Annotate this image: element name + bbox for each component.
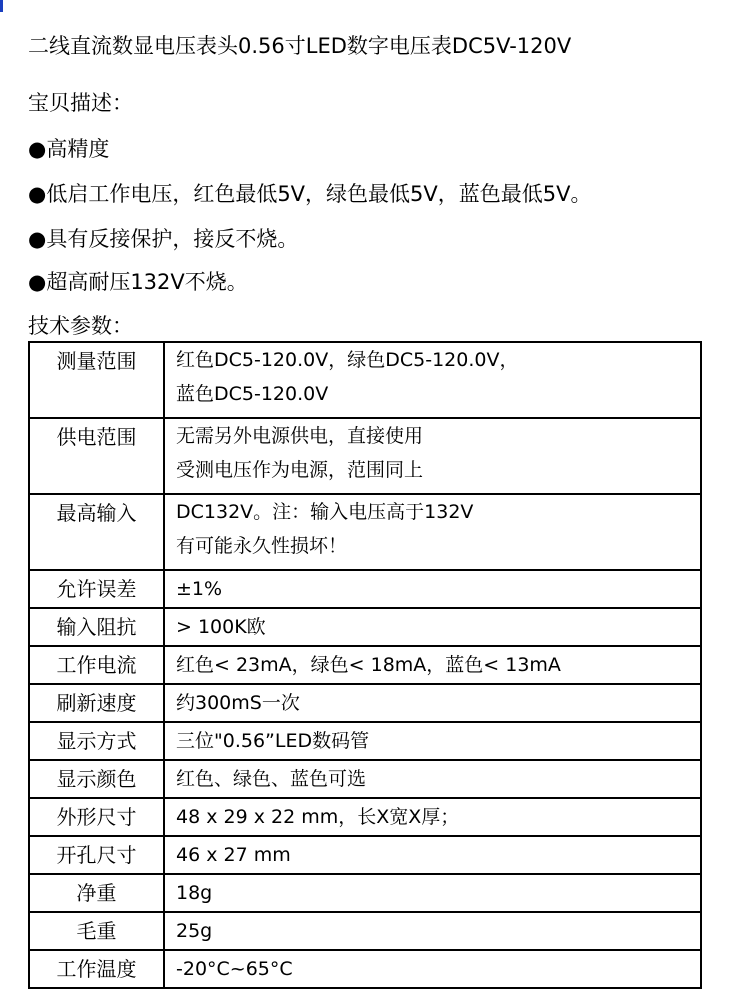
spec-label: 输入阻抗	[29, 608, 164, 646]
specs-heading: 技术参数：	[28, 314, 133, 338]
spec-label: 工作温度	[29, 950, 164, 988]
description-heading: 宝贝描述：	[28, 91, 133, 115]
spec-value: > 100K欧	[164, 608, 701, 646]
spec-row	[29, 722, 701, 760]
feature-item: ●低启工作电压，红色最低5V，绿色最低5V，蓝色最低5V。	[28, 182, 592, 206]
spec-value-line: DC132V。注：输入电压高于132V	[176, 501, 474, 523]
spec-label: 外形尺寸	[29, 798, 164, 836]
spec-row	[29, 646, 701, 684]
spec-row	[29, 494, 701, 570]
spec-row	[29, 798, 701, 836]
spec-value	[164, 494, 701, 570]
spec-value	[164, 342, 701, 418]
spec-label: 显示方式	[29, 722, 164, 760]
spec-row	[29, 608, 701, 646]
spec-value-line: 无需另外电源供电，直接使用	[176, 425, 424, 447]
spec-value-line: 红色DC5-120.0V，绿色DC5-120.0V，	[176, 349, 519, 371]
spec-label: 毛重	[29, 912, 164, 950]
spec-label: 刷新速度	[29, 684, 164, 722]
spec-value: 红色、绿色、蓝色可选	[164, 760, 701, 798]
spec-value-line: 有可能永久性损坏！	[176, 535, 348, 557]
spec-row	[29, 836, 701, 874]
spec-table	[28, 341, 702, 989]
feature-item: ●高精度	[28, 137, 110, 161]
spec-row	[29, 418, 701, 494]
spec-label: 最高输入	[29, 494, 164, 570]
spec-label: 供电范围	[29, 418, 164, 494]
spec-value-line: 蓝色DC5-120.0V	[176, 383, 329, 405]
spec-row	[29, 950, 701, 988]
feature-item: ●具有反接保护，接反不烧。	[28, 227, 299, 251]
spec-label: 允许误差	[29, 570, 164, 608]
corner-marker	[0, 0, 3, 12]
spec-value: 三位"0.56”LED数码管	[164, 722, 701, 760]
spec-row	[29, 874, 701, 912]
spec-value: -20°C~65°C	[164, 950, 701, 988]
spec-value: 48 x 29 x 22 mm，长X宽X厚；	[164, 798, 701, 836]
spec-label: 显示颜色	[29, 760, 164, 798]
spec-value: 46 x 27 mm	[164, 836, 701, 874]
spec-label: 工作电流	[29, 646, 164, 684]
spec-value: 25g	[164, 912, 701, 950]
spec-value-line: 受测电压作为电源，范围同上	[176, 459, 424, 481]
spec-label: 测量范围	[29, 342, 164, 418]
spec-row	[29, 684, 701, 722]
spec-value	[164, 418, 701, 494]
spec-row	[29, 912, 701, 950]
spec-label: 开孔尺寸	[29, 836, 164, 874]
feature-item: ●超高耐压132V不烧。	[28, 270, 248, 294]
spec-value: 红色< 23mA，绿色< 18mA，蓝色< 13mA	[164, 646, 701, 684]
product-title: 二线直流数显电压表头0.56寸LED数字电压表DC5V-120V	[28, 34, 572, 58]
spec-row	[29, 570, 701, 608]
spec-row	[29, 760, 701, 798]
spec-label: 净重	[29, 874, 164, 912]
spec-value: 约300mS一次	[164, 684, 701, 722]
spec-row	[29, 342, 701, 418]
spec-value: 18g	[164, 874, 701, 912]
spec-value: ±1%	[164, 570, 701, 608]
